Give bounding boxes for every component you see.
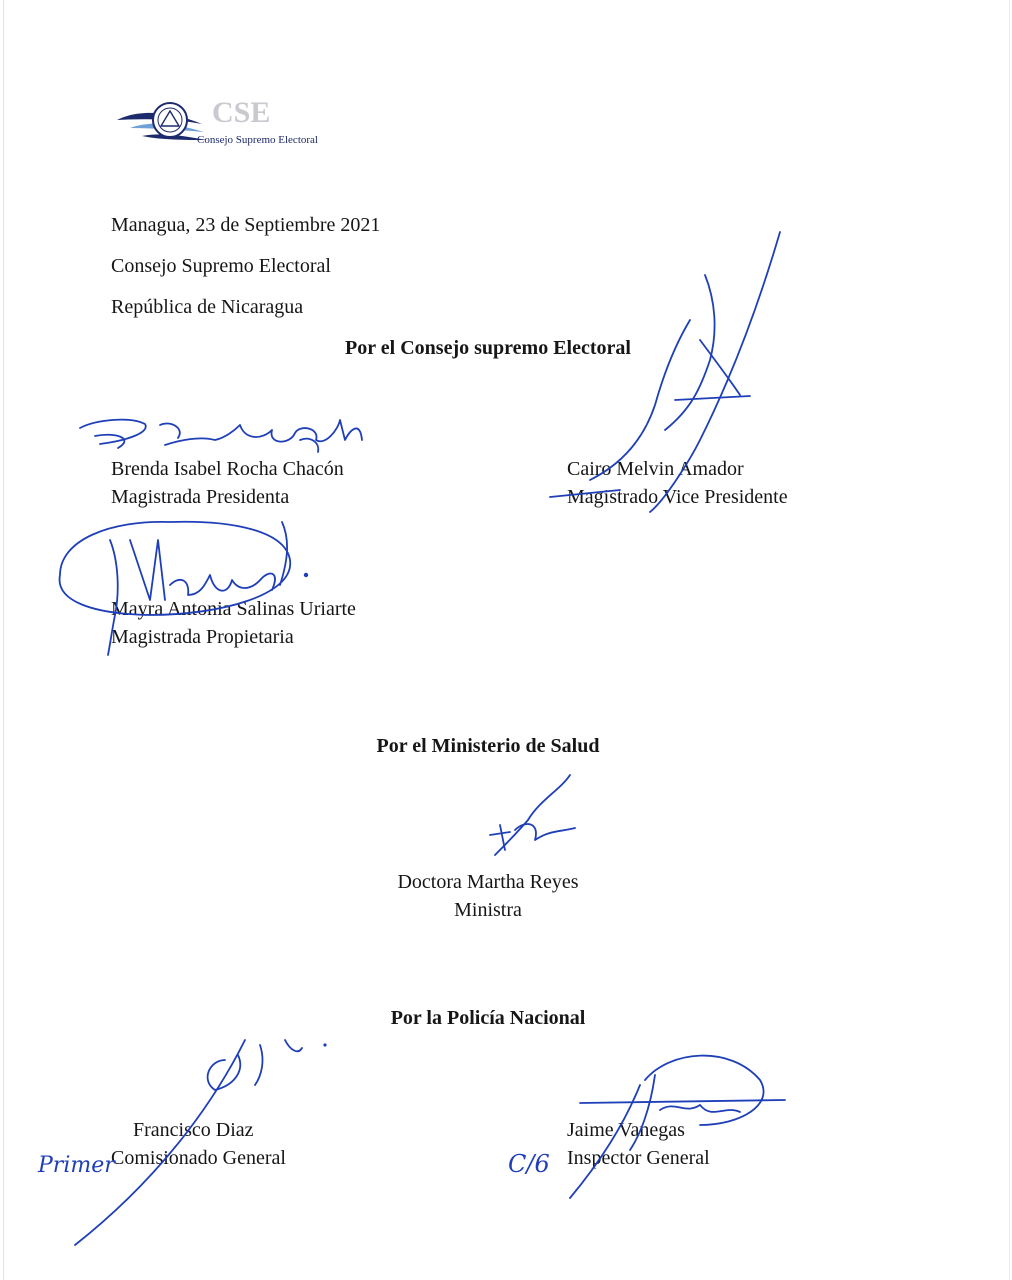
page-edge-left [3,0,4,1280]
signatory-title-amador: Magistrado Vice Presidente [567,486,788,508]
signatory-name-amador: Cairo Melvin Amador [567,458,744,480]
signature-diaz [37,1040,327,1245]
cse-logo-name: Consejo Supremo Electoral [197,134,318,146]
signature-reyes [490,775,575,855]
signature-rocha [80,420,362,452]
cse-logo [112,88,347,158]
signatory-title-reyes: Ministra [454,899,522,921]
date-line: Managua, 23 de Septiembre 2021 [111,214,381,236]
signatory-title-vanegas: Inspector General [567,1147,710,1169]
country-line: República de Nicaragua [111,296,304,318]
signatory-name-reyes: Doctora Martha Reyes [397,871,579,893]
signatory-title-rocha: Magistrada Presidenta [111,486,290,508]
minsa-heading: Por el Ministerio de Salud [376,735,600,757]
signatory-title-diaz: Comisionado General [111,1147,286,1169]
page-edge-right [1009,0,1010,1280]
signatory-name-rocha: Brenda Isabel Rocha Chacón [111,458,344,480]
handwriting-primer: Primer [38,1153,115,1178]
cse-logo-acronym: CSE [212,96,271,129]
police-heading: Por la Policía Nacional [390,1007,586,1029]
institution-line: Consejo Supremo Electoral [111,255,331,277]
cse-heading: Por el Consejo supremo Electoral [345,337,631,359]
signatory-name-vanegas: Jaime Vanegas [567,1119,685,1141]
signatory-title-salinas: Magistrada Propietaria [111,626,294,648]
signatory-name-salinas: Mayra Antonia Salinas Uriarte [111,598,356,620]
signatory-name-diaz: Francisco Diaz [133,1119,254,1141]
handwriting-c6: C/6 [508,1150,550,1178]
